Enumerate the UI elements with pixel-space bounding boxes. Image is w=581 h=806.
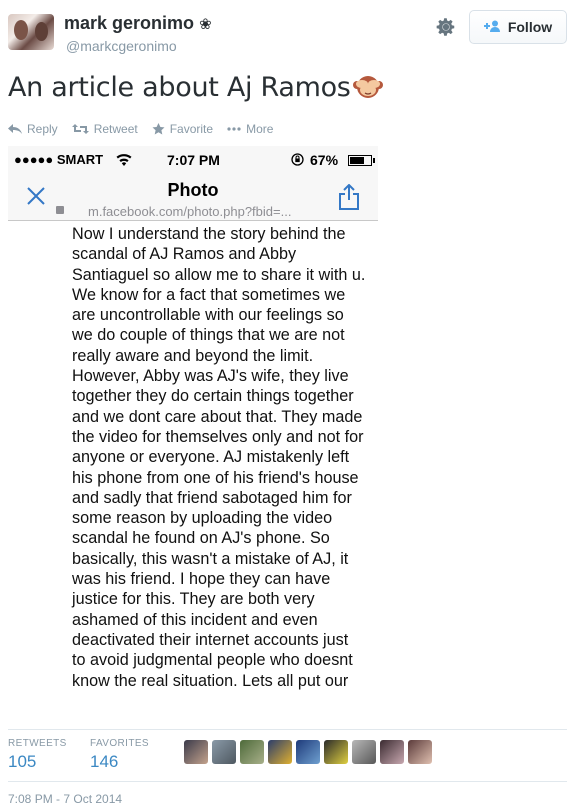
article-line: anyone or everyone. AJ mistakenly left — [72, 448, 350, 467]
tweet-text — [8, 72, 383, 103]
article-line: Santiaguel so allow me to share it with u. — [72, 265, 366, 284]
retweet-label: Retweet — [93, 122, 138, 136]
rotation-lock-icon — [291, 153, 304, 169]
article-line: we do couple of things that we are not — [72, 326, 345, 345]
retweets-label: RETWEETS — [8, 738, 67, 749]
user-handle[interactable]: @markcgeronimo — [66, 38, 177, 54]
browser-nav-bar — [8, 172, 378, 221]
article-line: deactivated their internet accounts just — [72, 630, 349, 649]
favorites-label: FAVORITES — [90, 738, 149, 749]
user-name[interactable] — [64, 13, 212, 34]
star-icon — [152, 123, 165, 135]
carrier-label: ●●●●● SMART — [14, 152, 104, 167]
photo-article-text — [72, 224, 372, 691]
nav-title: Photo — [167, 180, 219, 200]
user-name-text: mark geronimo — [64, 13, 195, 33]
favoriter-avatar[interactable] — [212, 740, 236, 764]
gear-icon[interactable] — [435, 16, 459, 40]
battery-percent: 67% — [310, 152, 339, 168]
article-line: Now I understand the story behind the — [72, 225, 346, 243]
article-line: We know for a fact that sometimes we — [72, 285, 346, 304]
article-line: basically, this wasn't a mistake of AJ, it — [72, 549, 349, 568]
ellipsis-icon — [227, 127, 241, 131]
favorites-count[interactable]: 146 — [90, 752, 119, 771]
user-avatar[interactable] — [8, 14, 54, 50]
article-line: to avoid judgmental people who doesnt — [72, 651, 353, 670]
favoriter-avatar[interactable] — [268, 740, 292, 764]
lock-icon — [56, 206, 64, 214]
article-line: the video for themselves only and not for — [72, 427, 364, 446]
favoriter-avatar[interactable] — [352, 740, 376, 764]
retweet-button[interactable] — [72, 122, 138, 136]
article-line: are uncontrollable with our feelings so — [72, 306, 344, 325]
nav-url: m.facebook.com/photo.php?fbid=... — [88, 204, 292, 219]
favorite-button[interactable] — [152, 122, 213, 136]
tweet-photo[interactable] — [8, 146, 378, 714]
retweets-count[interactable]: 105 — [8, 752, 37, 771]
more-button[interactable] — [227, 122, 273, 136]
tweet-actions — [8, 122, 273, 136]
favoriter-avatar[interactable] — [240, 740, 264, 764]
article-line: was his friend. I hope they can have — [72, 570, 331, 589]
article-line: and we dont care about that. They made — [72, 407, 363, 426]
add-user-icon — [484, 19, 502, 35]
favorite-label: Favorite — [169, 122, 214, 136]
article-line: know the real situation. Lets all put our — [72, 671, 349, 690]
favoriter-avatar[interactable] — [296, 740, 320, 764]
status-time: 7:07 PM — [167, 152, 220, 168]
see-no-evil-monkey-icon — [353, 73, 383, 99]
article-line: his phone from one of his friend's house — [72, 468, 359, 487]
avatar-face — [35, 22, 48, 41]
tweet-timestamp[interactable]: 7:08 PM - 7 Oct 2014 — [8, 792, 123, 806]
stats-divider-top — [8, 729, 567, 730]
article-line: scandal of AJ Ramos and Abby — [72, 245, 297, 264]
article-line: However, Abby was AJ's wife, they live — [72, 367, 349, 386]
avatar-face — [14, 20, 28, 40]
more-label: More — [246, 122, 274, 136]
article-line: really aware and beyond the limit. — [72, 346, 314, 365]
reply-button[interactable] — [8, 122, 58, 136]
share-icon — [338, 184, 360, 215]
article-line: ashamed of this incident and even — [72, 610, 318, 629]
favoriter-avatar[interactable] — [184, 740, 208, 764]
favoriter-avatar[interactable] — [408, 740, 432, 764]
article-line: justice for this. They are both very — [72, 590, 315, 609]
favoriter-avatar[interactable] — [324, 740, 348, 764]
article-line: together they do certain things together — [72, 387, 354, 406]
phone-status-bar — [8, 146, 378, 172]
follow-button[interactable] — [469, 10, 567, 44]
reply-icon — [8, 124, 22, 134]
reply-label: Reply — [27, 122, 58, 136]
article-line: some reason by uploading the video — [72, 509, 333, 528]
retweet-icon — [72, 124, 89, 134]
follow-label: Follow — [507, 19, 553, 35]
battery-icon — [348, 155, 372, 166]
stats-divider-bottom — [8, 781, 567, 782]
favoriter-avatar[interactable] — [380, 740, 404, 764]
tweet-text-content: An article about Aj Ramos — [8, 72, 351, 103]
favoriter-avatars — [184, 740, 432, 764]
wifi-icon — [116, 153, 132, 169]
article-line: and sadly that friend sabotaged him for — [72, 488, 352, 507]
article-line: scandal he found on AJ's phone. So — [72, 529, 330, 548]
flower-symbol: ❀ — [199, 15, 212, 33]
